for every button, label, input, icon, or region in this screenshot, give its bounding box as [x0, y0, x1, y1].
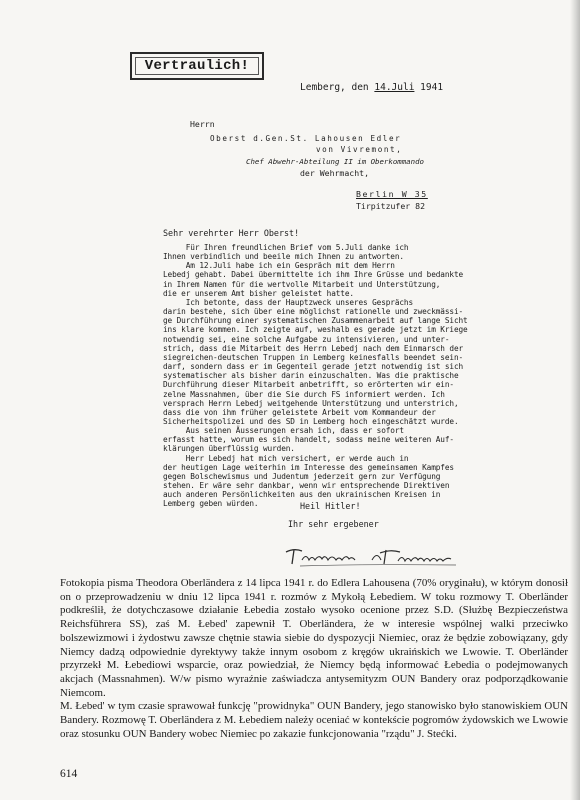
letter-body-line: dass die von ihm früher geleistete Arbeit vom Kommandeur der [163, 407, 436, 417]
letter-body-line: die er unserem Amt bisher geleistet hatte. [163, 288, 354, 298]
page-edge-shadow [570, 0, 580, 800]
letter-body-line: Ich betonte, dass der Hauptzweck unseres Gesprächs [163, 297, 414, 307]
letter-body-line: auch anderen Persönlichkeiten aus den ukrainischen Kreisen in [163, 490, 441, 500]
recipient-line-4: der Wehrmacht, [300, 168, 370, 178]
letter-date-line [300, 82, 443, 93]
letter-body-line: siegreichen-deutschen Truppen in Lemberg keinesfalls beendet sein- [163, 352, 464, 362]
photo-caption: Fotokopia pisma Theodora Oberländera z 14 lipca 1941 r. do Edlera Lahousena (70% oryginału), w którym donosił on o przeprowadzeniu w dniu 12 lipca 1941 r. rozmów z Mykołą Łebediem. W toku rozmowy T. Oberländer podkreślił, że dotychczasowe działanie Łebedia zostało wysoko ocenione przez S.D. (Służbę Bezpieczeństwa Reichsführera SS), zaś M. Łebed' zapewnił T. Oberländera, że w interesie wspólnej walki przeciwko bolszewizmowi i żydostwu zawsze chętnie stawia siebie do dyspozycji Niemiec, oraz że będzie zobowiązany, gdy Niemcy dadzą odpowiednie dyrektywy także innym osobom z kręgów ukraińskich we Lwowie. T. Oberländer przyrzekł M. Łebediowi wsparcie, oraz powiedział, że Niemcy będą informować Łebedia o podejmowanych akcjach (Massnahmen). W/w pismo wyraźnie zaświadcza antysemityzm OUN Bandery oraz podporządkowanie Niemcom. M. Łebed' w tym czasie sprawował funkcję "prowidnyka" OUN Bandery, jego stanowisko było stanowiskiem OUN Bandery. Rozmowę T. Oberländera z M. Łebediem należy oceniać w kontekście pogromów żydowskich we Lwowie oraz stosunku OUN Bandery wobec Niemiec po zakazie funkcjonowania "rządu" J. Stećki. [60, 577, 568, 740]
letter-body-line: darf, sondern dass er im Gegenteil gerade jetzt notwendig ist sich [163, 362, 464, 372]
letter-body-line: der heutigen Lage weiterhin im Interesse des gemeinsamen Kampfes [163, 462, 454, 472]
letter-body-line: klärungen überflüssig wurden. [163, 444, 295, 454]
recipient-line-1: Oberst d.Gen.St. Lahousen Edler [210, 134, 402, 143]
letter-body-line: Herr Lebedj hat mich versichert, er werde auch in [163, 453, 409, 463]
letter-greeting: Sehr verehrter Herr Oberst! [163, 228, 300, 238]
letter-body-line: Für Ihren freundlichen Brief vom 5.Juli danke ich [163, 243, 409, 252]
letter-body-line: strich, dass die Mitarbeit des Herrn Lebedj nach dem Einmarsch der [163, 343, 464, 353]
letter-body-line: in Ihrem Namen für die wertvolle Mitarbeit und Unterstützung, [163, 279, 441, 289]
letter-body-line: ins klare kommen. Ich zeigte auf, weshalb es gerade jetzt im Kriege [163, 325, 468, 335]
date-place: Lemberg, den [300, 82, 369, 93]
letter-body-line: Lemberg geben würden. [163, 499, 259, 509]
letter-body-line: gegen Bolschewismus und Judentum jederzeit gern zur Verfügung [163, 471, 441, 481]
recipient-city: Berlin W 35 [356, 189, 428, 199]
letter-body-line: stehen. Er wäre sehr dankbar, wenn wir entsprechende Direktiven [163, 481, 450, 491]
letter-body-line: Durchführung dieser Mitarbeit anbetrifft, so erörterten wir ein- [163, 380, 454, 390]
letter-body-line: Sicherheitspolizei und des SD in Lemberg hoch eingeschätzt wurde. [163, 416, 459, 426]
letter-body-line: erfasst hatte, worum es sich handelt, sodass meine weiteren Auf- [163, 435, 454, 445]
page-number: 614 [60, 768, 78, 780]
recipient-line-2: von Vivremont, [316, 145, 403, 154]
recipient-street: Tirpitzufer 82 [356, 201, 426, 211]
letter-body-line: Aus seinen Äusserungen ersah ich, dass er sofort [163, 426, 404, 436]
date-day-month: 14.Juli [374, 82, 415, 93]
letter-body-line: versprach Herrn Lebedj weitgehende Unterstützung und unterstrich, [163, 398, 459, 408]
letter-body-line: Am 12.Juli habe ich ein Gespräch mit dem Herrn [163, 261, 395, 271]
letter-body-line: systematischer als bisher darin einzuschalten. Was die praktische [163, 371, 459, 381]
letter-body [163, 243, 475, 509]
recipient-line-3: Chef Abwehr-Abteilung II im Oberkommando [246, 157, 424, 166]
handwritten-signature [280, 543, 470, 569]
confidential-stamp: Vertraulich! [130, 52, 264, 80]
letter-body-line: notwendig sei, eine solche Aufgabe zu intensivieren, und unter- [163, 334, 450, 344]
letter-body-line: ge Durchführung einer systematischen Zusammenarbeit auf lange Sicht [163, 316, 468, 326]
closing-heil: Heil Hitler! [300, 501, 361, 511]
letter-body-line: Ihnen verbindlich und beeile mich Ihnen zu antworten. [163, 252, 404, 262]
letter-body-line: zelne Massnahmen, über die Sie durch FS informiert werden. Ich [163, 389, 445, 399]
date-year: 1941 [420, 82, 444, 93]
letter-body-line: darin bestehe, sich über eine möglichst rationelle und zweckmässi- [163, 307, 464, 317]
closing-yours: Ihr sehr ergebener [288, 519, 379, 529]
recipient-herrn: Herrn [190, 119, 215, 129]
letter-body-line: Lebedj gehabt. Dabei übermittelte ich ihm Ihre Grüsse und bedankte [163, 270, 464, 280]
